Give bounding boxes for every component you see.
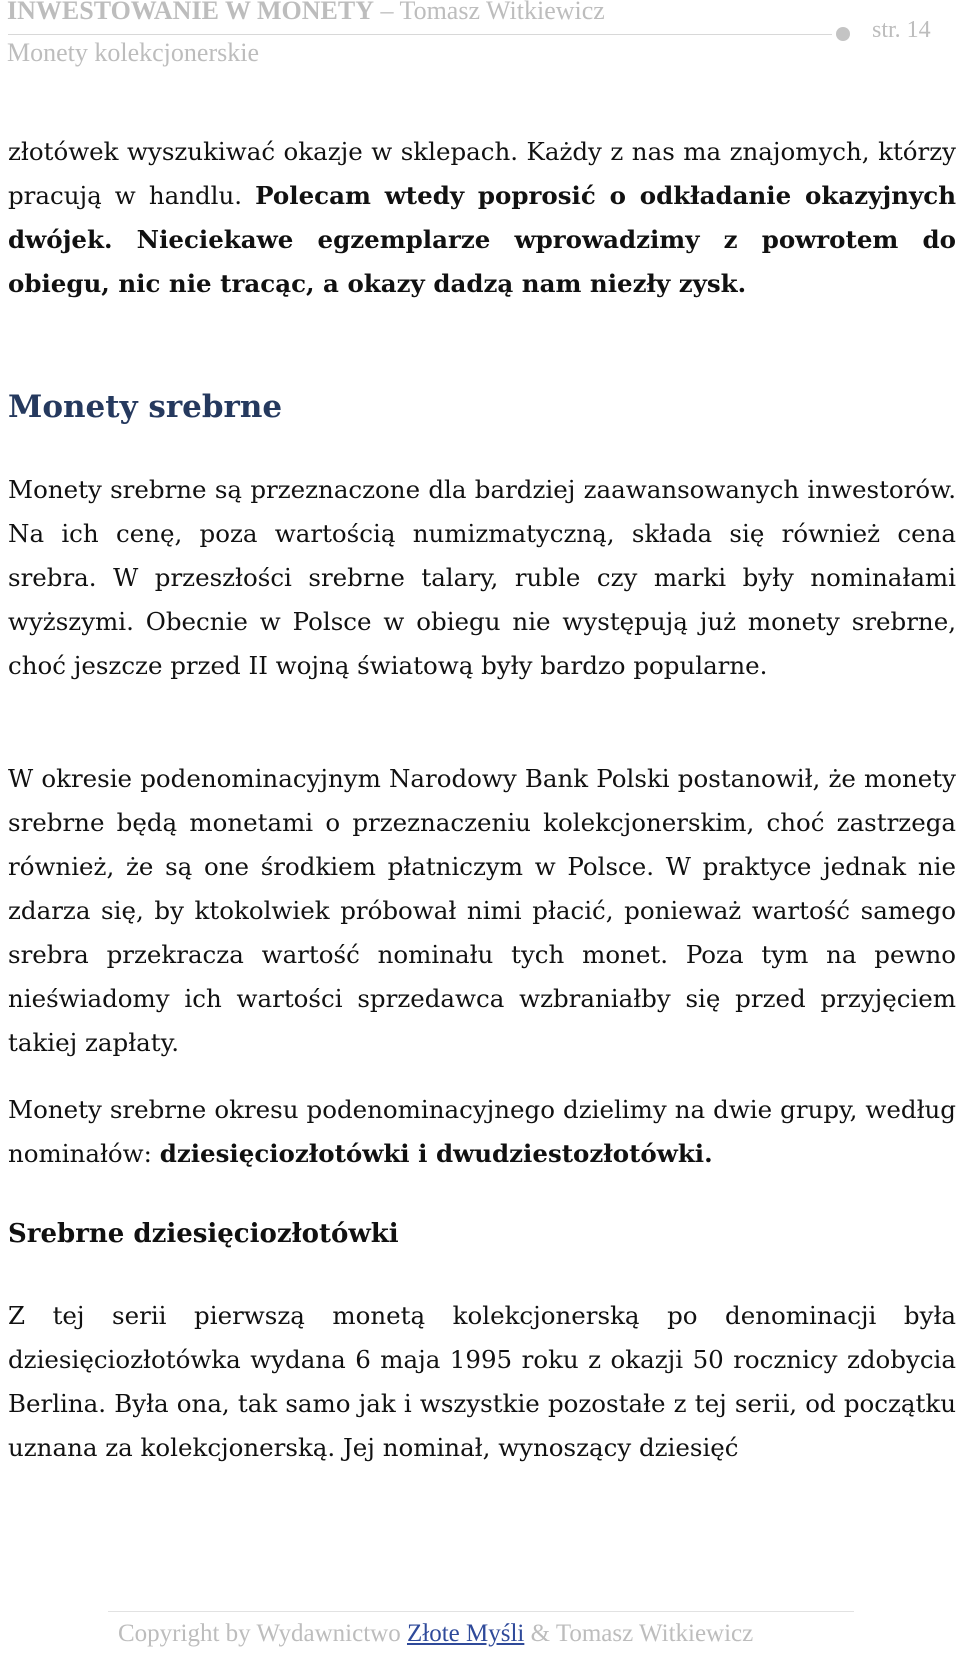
book-title: [7, 0, 605, 26]
paragraph-1-bold: Polecam wtedy poprosić o odkładanie okazyjnych dwójek. Nieciekawe egzemplarze wprowadzimy z powrotem do obiegu, nic nie tracąc, a okazy dadzą nam niezły zysk.: [8, 181, 957, 298]
header-divider: [8, 34, 832, 35]
book-title-dash: –: [373, 0, 400, 25]
paragraph-5: Z tej serii pierwszą monetą kolekcjonerską po denominacji była dziesięciozłotówka wydana 6 maja 1995 roku z okazji 50 rocznicy zdobycia Berlina. Była ona, tak samo jak i wszystkie pozostałe z tej serii, od początku uznana za kolekcjonerską. Jej nominał, wynoszący dziesięć: [8, 1301, 956, 1462]
footer-author: & Tomasz Witkiewicz: [524, 1620, 754, 1647]
book-author: Tomasz Witkiewicz: [399, 0, 605, 25]
paragraph-4-bold: dziesięciozłotówki i dwudziestozłotówki.: [159, 1139, 713, 1168]
subsection-heading-ten-zloty: Srebrne dziesięciozłotówki: [8, 1219, 399, 1249]
page-footer: [118, 1620, 753, 1648]
book-title-bold: INWESTOWANIE W MONETY: [7, 0, 374, 25]
footer-copyright: Copyright by Wydawnictwo: [118, 1620, 407, 1647]
chapter-title: Monety kolekcjonerskie: [7, 38, 259, 67]
paragraph-1-text: złotówek wyszukiwać okazje w sklepach. Każdy z nas ma znajomych, którzy pracują w handlu.: [8, 137, 956, 210]
section-heading-silver-coins: Monety srebrne: [8, 389, 283, 425]
paragraph-3: W okresie podenominacyjnym Narodowy Bank Polski postanowił, że monety srebrne będą monetami o przeznaczeniu kolekcjonerskim, choć zastrzega również, że są one środkiem płatniczym w Polsce. W praktyce jednak nie zdarza się, by ktokolwiek próbował nimi płacić, ponieważ wartość samego srebra przekracza wartość nominału tych monet. Poza tym na pewno nieświadomy ich wartości sprzedawca wzbraniałby się przed przyjęciem takiej zapłaty.: [8, 764, 956, 1057]
footer-divider: [108, 1611, 854, 1612]
paragraph-1: [8, 130, 956, 306]
publisher-link[interactable]: Złote Myśli: [406, 1620, 525, 1647]
bullet-dot-icon: [836, 27, 850, 41]
page-number: str. 14: [872, 17, 931, 43]
paragraph-4-text: Monety srebrne okresu podenominacyjnego dzielimy na dwie grupy, według nominałów:: [8, 1095, 956, 1168]
paragraph-2: Monety srebrne są przeznaczone dla bardziej zaawansowanych inwestorów. Na ich cenę, poza wartością numizmatyczną, składa się również cena srebra. W przeszłości srebrne talary, ruble czy marki były nominałami wyższymi. Obecnie w Polsce w obiegu nie występują już monety srebrne, choć jeszcze przed II wojną światową były bardzo popularne.: [8, 475, 956, 680]
paragraph-4: [8, 1088, 956, 1176]
